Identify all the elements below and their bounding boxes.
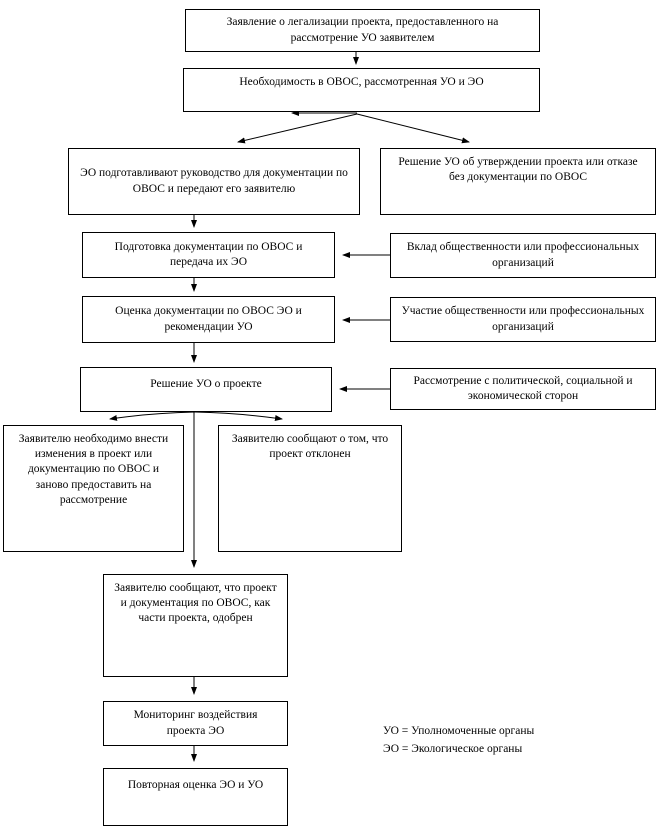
node-need-ovos-label: Необходимость в ОВОС, рассмотренная УО и ЭО: [239, 76, 484, 88]
node-changes-needed-label: Заявителю необходимо внести изменения в проект или документацию по ОВОС и заново предоставить на рассмотрение: [18, 433, 169, 506]
legend: [383, 722, 534, 758]
node-docs-evaluation: [82, 296, 335, 343]
node-application-label: Заявление о легализации проекта, предоставленного на рассмотрение УО заявителем: [226, 16, 499, 44]
node-public-participation-label: Участие общественности или профессиональных организаций: [401, 305, 645, 333]
node-eo-guidance-label: ЭО подготавливают руководство для документации по ОВОС и передают его заявителю: [80, 167, 348, 195]
legend-line-uo: УО = Уполномоченные органы: [383, 725, 535, 737]
node-consideration-aspects: [390, 368, 656, 410]
node-public-participation: [390, 297, 656, 342]
node-project-approved-label: Заявителю сообщают, что проект и документация по ОВОС, как части проекта, одобрен: [114, 582, 277, 625]
node-monitoring: [103, 701, 288, 746]
node-public-input: [390, 233, 656, 278]
node-uo-project-decision: [80, 367, 332, 412]
node-need-ovos: [183, 68, 540, 112]
node-uo-project-decision-label: Решение УО о проекте: [150, 378, 262, 390]
node-consideration-aspects-label: Рассмотрение с политической, социальной и экономической сторон: [413, 374, 633, 402]
node-public-input-label: Вклад общественности или профессиональных организаций: [406, 241, 640, 269]
node-project-approved: [103, 574, 288, 677]
node-project-rejected: [218, 425, 402, 552]
arrow-decision-to-rejected: [195, 412, 282, 419]
node-monitoring-label: Мониторинг воздействия проекта ЭО: [133, 709, 258, 737]
node-uo-decision-no-ovos-label: Решение УО об утверждении проекта или отказе без документации по ОВОС: [398, 156, 638, 184]
node-uo-decision-no-ovos: [380, 148, 656, 215]
node-reassessment: [103, 768, 288, 826]
node-application: [185, 9, 540, 52]
node-docs-evaluation-label: Оценка документации по ОВОС ЭО и рекомендации УО: [115, 305, 302, 333]
node-eo-guidance: [68, 148, 360, 215]
node-project-rejected-label: Заявителю сообщают о том, что проект отклонен: [231, 433, 389, 461]
legend-line-eo: ЭО = Экологическое органы: [383, 743, 523, 755]
node-changes-needed: [3, 425, 184, 552]
node-prep-docs-label: Подготовка документации по ОВОС и передача их ЭО: [114, 240, 303, 268]
node-prep-docs: [82, 232, 335, 278]
node-reassessment-label: Повторная оценка ЭО и УО: [127, 779, 264, 791]
arrow-branch-to-eo-guidance: [238, 114, 357, 142]
arrow-branch-to-uo-decision: [357, 114, 469, 142]
arrow-decision-to-changes: [110, 412, 195, 419]
